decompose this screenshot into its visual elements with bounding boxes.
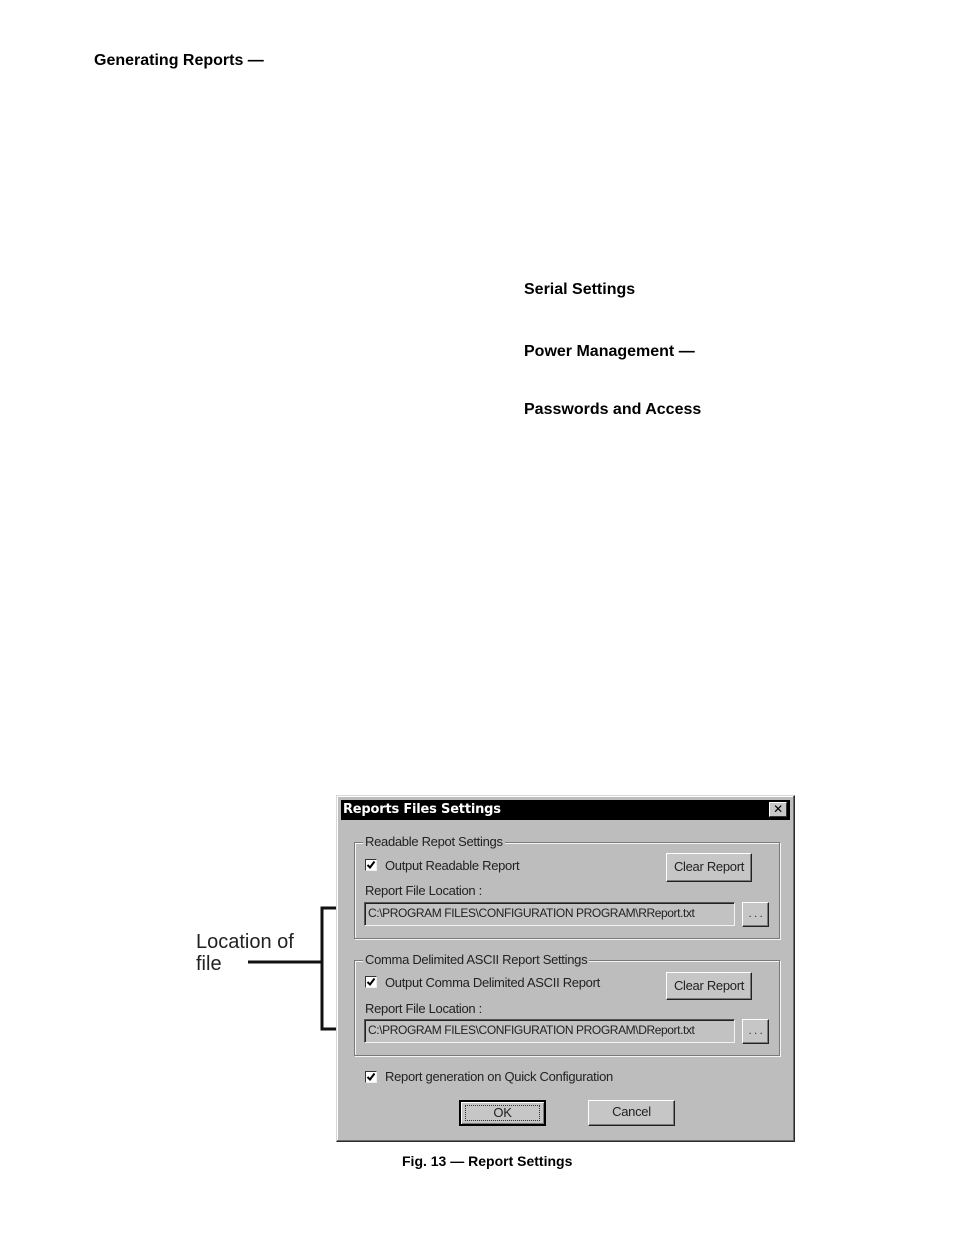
readable-file-path-input[interactable]: C:\PROGRAM FILES\CONFIGURATION PROGRAM\RReport.txt <box>364 902 735 926</box>
quick-configuration-checkbox[interactable] <box>365 1071 377 1083</box>
dialog-title: Reports Files Settings <box>343 802 501 817</box>
heading-power-management: Power Management — <box>524 343 695 360</box>
close-icon: ✕ <box>773 802 783 816</box>
reports-files-settings-dialog <box>336 795 795 1142</box>
readable-file-location-label: Report File Location : <box>365 883 482 898</box>
ascii-file-location-label: Report File Location : <box>365 1001 482 1016</box>
annotation-line-2: file <box>196 953 222 975</box>
clear-readable-report-button[interactable]: Clear Report <box>666 853 752 882</box>
ok-button[interactable] <box>459 1100 546 1126</box>
browse-readable-button[interactable]: . . . <box>742 902 769 927</box>
checkmark-icon <box>366 977 376 987</box>
quick-configuration-label: Report generation on Quick Configuration <box>385 1069 613 1084</box>
output-ascii-report-label: Output Comma Delimited ASCII Report <box>385 975 600 990</box>
output-readable-report-checkbox[interactable] <box>365 859 377 871</box>
ascii-group-legend: Comma Delimited ASCII Report Settings <box>365 952 588 967</box>
annotation-line-1: Location of <box>196 931 294 953</box>
figure-caption: Fig. 13 — Report Settings <box>402 1153 573 1169</box>
browse-ascii-button[interactable]: . . . <box>742 1019 769 1044</box>
heading-passwords-access: Passwords and Access <box>524 401 702 418</box>
cancel-button[interactable]: Cancel <box>588 1100 675 1126</box>
close-button[interactable] <box>769 802 787 817</box>
heading-serial-settings: Serial Settings <box>524 281 636 298</box>
heading-generating-reports: Generating Reports — <box>94 52 264 69</box>
readable-group-legend: Readable Repot Settings <box>365 834 503 849</box>
ok-focus-rect <box>465 1105 540 1121</box>
ok-button-label: OK <box>493 1105 512 1120</box>
dialog-titlebar[interactable] <box>341 800 790 820</box>
checkmark-icon <box>366 860 376 870</box>
ascii-file-path-input[interactable]: C:\PROGRAM FILES\CONFIGURATION PROGRAM\DReport.txt <box>364 1019 735 1043</box>
checkmark-icon <box>366 1072 376 1082</box>
clear-ascii-report-button[interactable]: Clear Report <box>666 972 752 1000</box>
output-ascii-report-checkbox[interactable] <box>365 976 377 988</box>
output-readable-report-label: Output Readable Report <box>385 858 520 873</box>
